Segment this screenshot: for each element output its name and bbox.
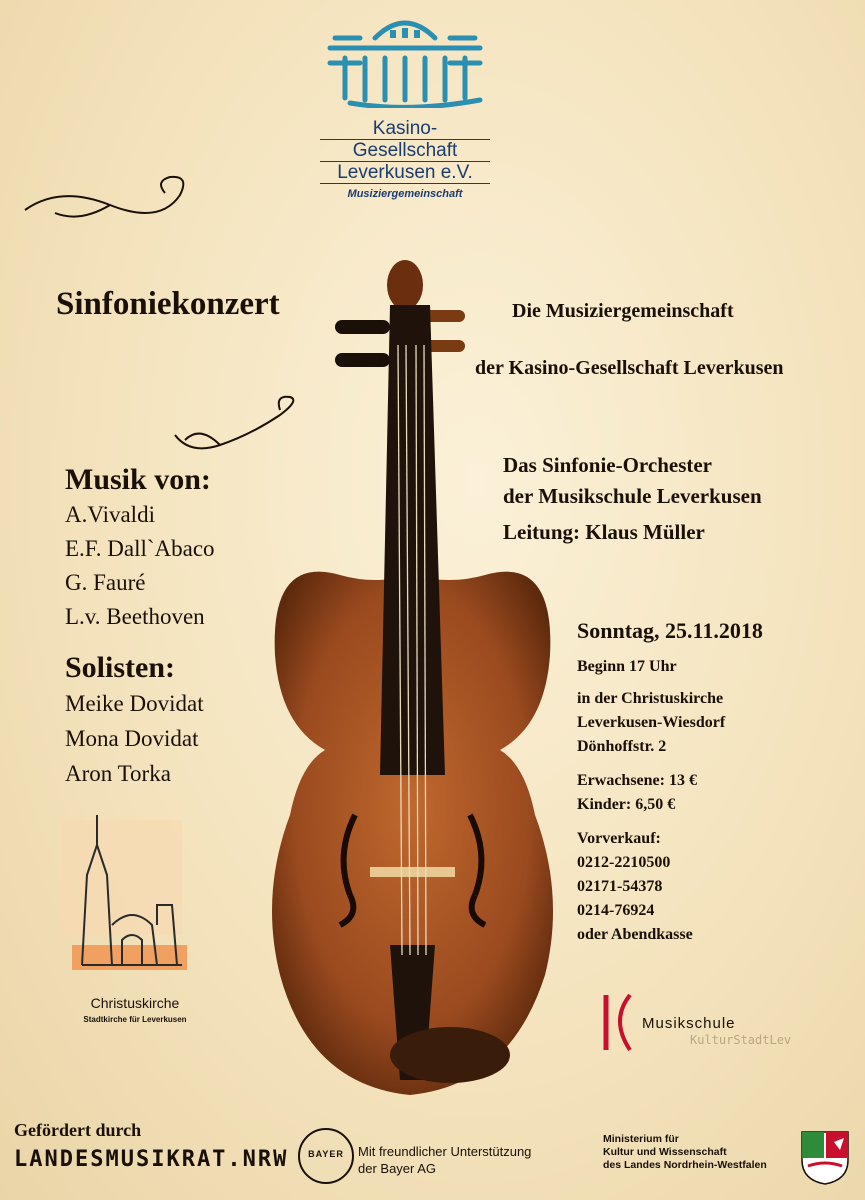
kasino-logo-text [320, 118, 490, 205]
soloist-item: Aron Torka [65, 761, 171, 786]
box-office: oder Abendkasse [577, 926, 693, 943]
christuskirche-logo-icon [62, 815, 187, 980]
bayer-cross-icon [298, 1128, 354, 1184]
nrw-coat-of-arms-icon [800, 1130, 850, 1185]
soloists-block [65, 650, 204, 791]
funded-by-label: Gefördert durch [14, 1120, 142, 1140]
event-time: Beginn 17 Uhr [577, 658, 677, 675]
soloist-item: Meike Dovidat [65, 691, 204, 716]
presale-phone: 0214-76924 [577, 902, 655, 919]
venue-line-2: Leverkusen-Wiesdorf [577, 714, 726, 731]
concert-title: Sinfoniekonzert [56, 286, 280, 322]
orchestra-line-1: Das Sinfonie-Orchester [503, 453, 713, 477]
soloists-heading: Solisten: [65, 651, 176, 684]
ministry-line-1: Ministerium für [603, 1133, 679, 1145]
musikschule-subtitle: KulturStadtLev [690, 1033, 792, 1047]
price-children: Kinder: 6,50 € [577, 796, 676, 813]
presale-phone: 02171-54378 [577, 878, 663, 895]
presenter-line-2: der Kasino-Gesellschaft Leverkusen [475, 357, 784, 379]
logo-line-3: Leverkusen e.V. [320, 162, 490, 184]
musikschule-logo-icon [600, 990, 640, 1055]
landesmusikrat-logo: LANDESMUSIKRAT.NRW [14, 1147, 289, 1172]
logo-line-1: Kasino- [320, 118, 490, 140]
composer-item: G. Fauré [65, 570, 146, 595]
ministry-line-2: Kultur und Wissenschaft [603, 1146, 727, 1158]
soloist-item: Mona Dovidat [65, 726, 199, 751]
event-date: Sonntag, 25.11.2018 [577, 618, 763, 643]
venue-line-1: in der Christuskirche [577, 690, 724, 707]
bayer-badge-text: BAYER [308, 1149, 344, 1159]
musikschule-name: Musikschule [642, 1015, 736, 1032]
ministry-text [603, 1133, 767, 1172]
venue-address: Dönhoffstr. 2 [577, 738, 667, 755]
kasino-building-logo-icon [320, 8, 490, 108]
orchestra-block [503, 450, 762, 548]
logo-line-2: Gesellschaft [320, 140, 490, 162]
ministry-line-3: des Landes Nordrhein-Westfalen [603, 1159, 767, 1171]
presale-phone: 0212-2210500 [577, 854, 671, 871]
event-details [577, 655, 725, 947]
composer-item: E.F. Dall`Abaco [65, 536, 215, 561]
orchestra-line-2: der Musikschule Leverkusen [503, 484, 762, 508]
price-adults: Erwachsene: 13 € [577, 772, 697, 789]
composer-item: L.v. Beethoven [65, 604, 205, 629]
composer-item: A.Vivaldi [65, 502, 155, 527]
logo-line-4: Musiziergemeinschaft [347, 188, 463, 200]
bayer-support-text [358, 1143, 531, 1177]
bayer-text-line-1: Mit freundlicher Unterstützung [358, 1144, 532, 1159]
bayer-text-line-2: der Bayer AG [358, 1161, 437, 1176]
composers-block [65, 462, 215, 634]
presenter-line-1: Die Musiziergemeinschaft [512, 300, 734, 322]
swirl-ornament-icon [20, 165, 200, 235]
church-subtitle: Stadtkirche für Leverkusen [83, 1015, 187, 1024]
conductor-line: Leitung: Klaus Müller [503, 520, 705, 544]
violin-image [240, 255, 590, 1110]
music-heading: Musik von: [65, 463, 211, 496]
church-name: Christuskirche [90, 995, 180, 1011]
presale-heading: Vorverkauf: [577, 830, 661, 847]
